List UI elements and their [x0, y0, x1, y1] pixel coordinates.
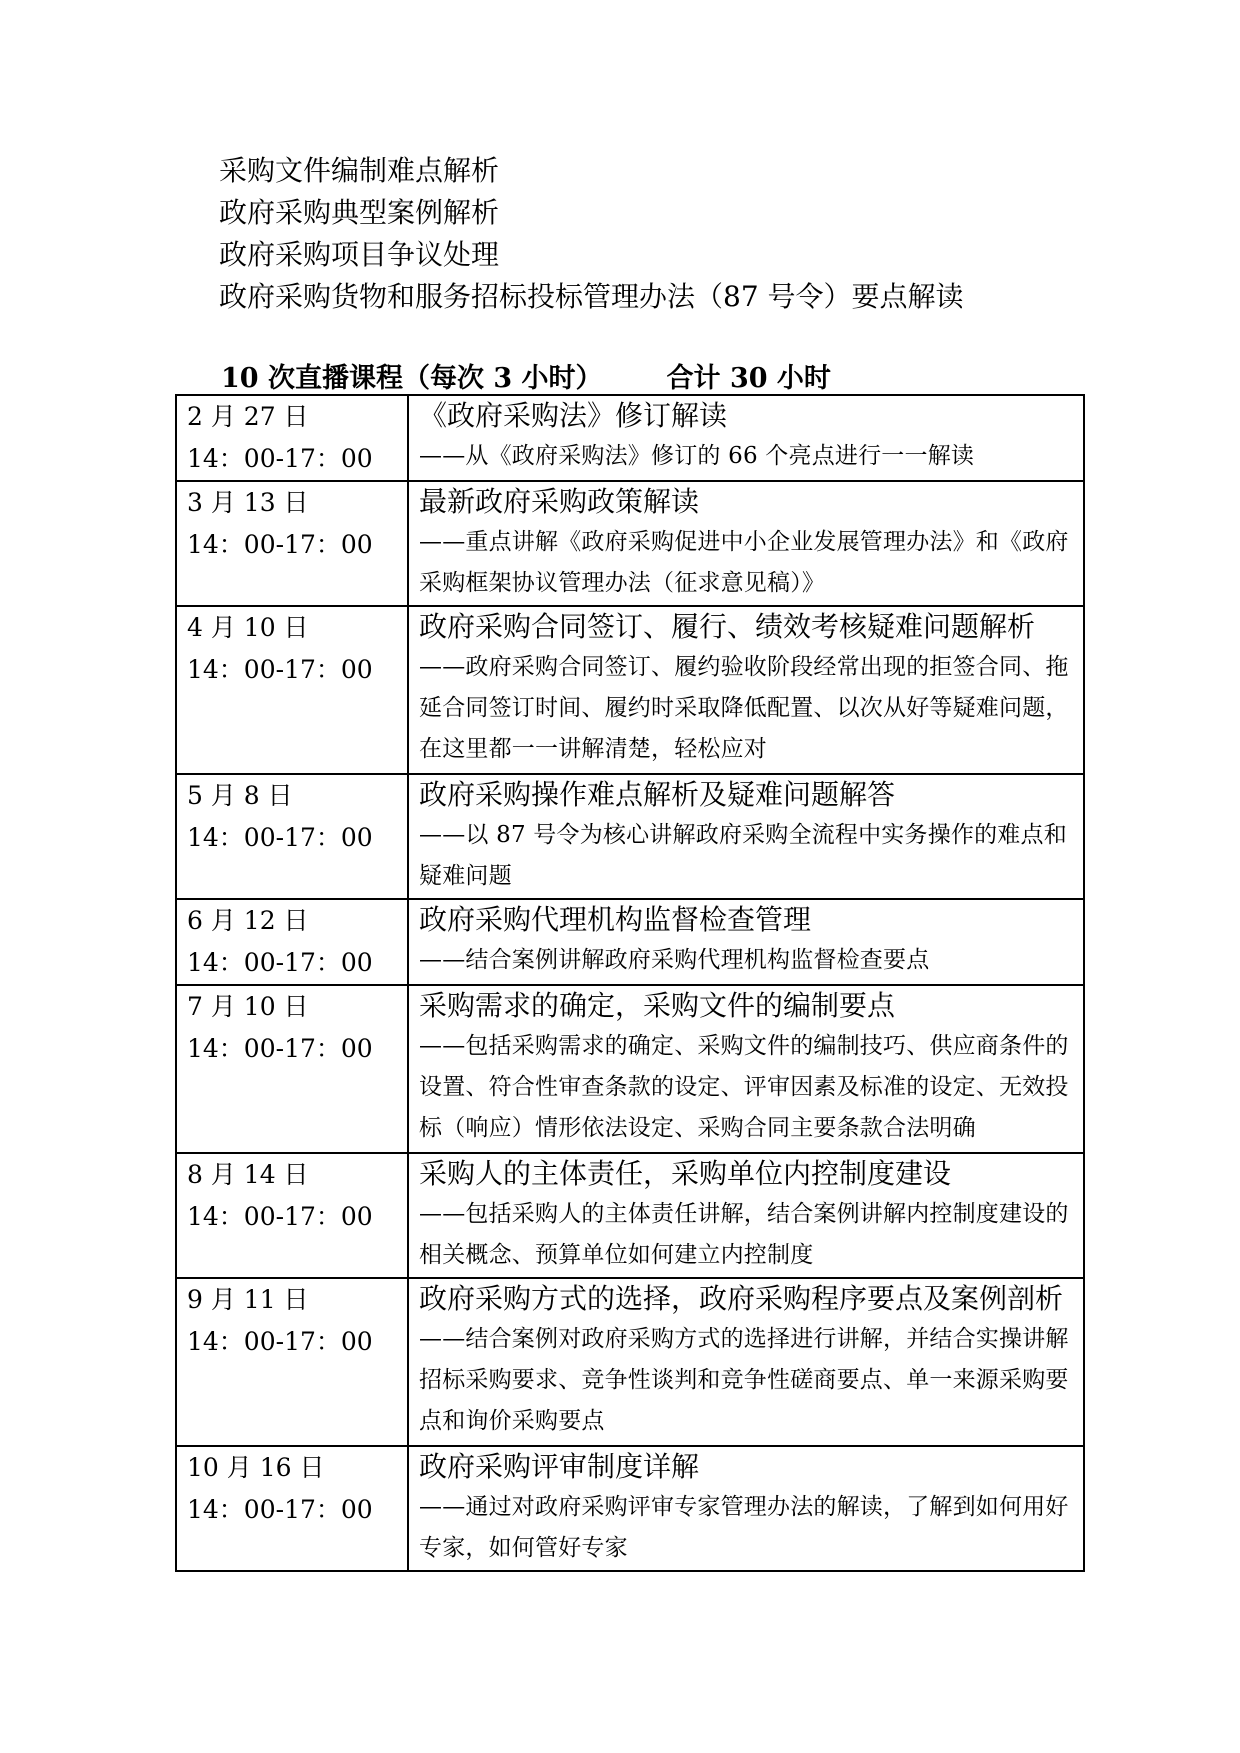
- session-date: 4 月 10 日: [187, 613, 309, 642]
- session-date: 10 月 16 日: [187, 1453, 325, 1482]
- session-date: 8 月 14 日: [187, 1160, 309, 1189]
- date-cell: [176, 899, 408, 985]
- session-time: 14：00-17：00: [187, 1495, 373, 1524]
- session-title: 政府采购方式的选择，政府采购程序要点及案例剖析: [419, 1282, 1064, 1315]
- session-time: 14：00-17：00: [187, 530, 373, 559]
- session-time: 14：00-17：00: [187, 655, 373, 684]
- intro-topic: 政府采购项目争议处理: [219, 238, 500, 271]
- session-date: 5 月 8 日: [187, 781, 293, 810]
- date-cell: [176, 1446, 408, 1571]
- table-row: [176, 395, 1084, 481]
- date-cell: [176, 1153, 408, 1278]
- session-description: ——结合案例对政府采购方式的选择进行讲解，并结合实操讲解招标采购要求、竞争性谈判和竞争性磋商要点、单一来源采购要点和询价采购要点: [419, 1326, 1069, 1434]
- intro-topic: 政府采购货物和服务招标投标管理办法（87 号令）要点解读: [219, 280, 964, 313]
- session-title: 《政府采购法》修订解读: [419, 399, 728, 432]
- table-row: [176, 899, 1084, 985]
- total-hours-text: 合计 30 小时: [666, 363, 831, 394]
- topic-cell: [408, 1153, 1084, 1278]
- session-description: ——包括采购需求的确定、采购文件的编制技巧、供应商条件的设置、符合性审查条款的设定、评审因素及标准的设定、无效投标（响应）情形依法设定、采购合同主要条款合法明确: [419, 1033, 1069, 1141]
- table-row: [176, 1446, 1084, 1571]
- session-title: 采购需求的确定，采购文件的编制要点: [419, 989, 896, 1022]
- session-time: 14：00-17：00: [187, 948, 373, 977]
- session-description: ——结合案例讲解政府采购代理机构监督检查要点: [419, 947, 930, 973]
- session-title: 政府采购评审制度详解: [419, 1450, 700, 1483]
- session-description: ——重点讲解《政府采购促进中小企业发展管理办法》和《政府采购框架协议管理办法（征求意见稿）》: [419, 529, 1069, 596]
- session-time: 14：00-17：00: [187, 1327, 373, 1356]
- session-title: 政府采购代理机构监督检查管理: [419, 903, 812, 936]
- table-row: [176, 985, 1084, 1153]
- date-cell: [176, 481, 408, 606]
- topic-cell: [408, 1278, 1084, 1446]
- topic-cell: [408, 395, 1084, 481]
- date-cell: [176, 606, 408, 774]
- session-count-text: 10 次直播课程（每次 3 小时）: [221, 363, 603, 394]
- session-date: 2 月 27 日: [187, 402, 309, 431]
- date-cell: [176, 1278, 408, 1446]
- table-row: [176, 481, 1084, 606]
- session-title: 采购人的主体责任，采购单位内控制度建设: [419, 1157, 952, 1190]
- session-date: 9 月 11 日: [187, 1285, 309, 1314]
- session-description: ——通过对政府采购评审专家管理办法的解读，了解到如何用好专家，如何管好专家: [419, 1494, 1069, 1561]
- session-time: 14：00-17：00: [187, 1202, 373, 1231]
- topic-cell: [408, 606, 1084, 774]
- intro-topic: 采购文件编制难点解析: [219, 154, 500, 187]
- topic-cell: [408, 899, 1084, 985]
- table-row: [176, 1153, 1084, 1278]
- table-row: [176, 606, 1084, 774]
- date-cell: [176, 395, 408, 481]
- date-cell: [176, 985, 408, 1153]
- session-description: ——以 87 号令为核心讲解政府采购全流程中实务操作的难点和疑难问题: [419, 822, 1067, 889]
- session-time: 14：00-17：00: [187, 823, 373, 852]
- session-title: 政府采购合同签订、履行、绩效考核疑难问题解析: [419, 610, 1036, 643]
- session-date: 3 月 13 日: [187, 488, 309, 517]
- session-date: 7 月 10 日: [187, 992, 309, 1021]
- table-row: [176, 774, 1084, 899]
- session-date: 6 月 12 日: [187, 906, 309, 935]
- session-time: 14：00-17：00: [187, 444, 373, 473]
- intro-topic-list: [219, 150, 964, 318]
- topic-cell: [408, 985, 1084, 1153]
- session-title: 政府采购操作难点解析及疑难问题解答: [419, 778, 896, 811]
- course-summary-heading: [221, 360, 831, 398]
- topic-cell: [408, 481, 1084, 606]
- session-description: ——从《政府采购法》修订的 66 个亮点进行一一解读: [419, 443, 975, 469]
- topic-cell: [408, 1446, 1084, 1571]
- date-cell: [176, 774, 408, 899]
- session-description: ——包括采购人的主体责任讲解，结合案例讲解内控制度建设的相关概念、预算单位如何建立内控制度: [419, 1201, 1069, 1268]
- course-schedule-table: [175, 394, 1085, 1572]
- table-row: [176, 1278, 1084, 1446]
- topic-cell: [408, 774, 1084, 899]
- session-description: ——政府采购合同签订、履约验收阶段经常出现的拒签合同、拖延合同签订时间、履约时采取降低配置、以次从好等疑难问题，在这里都一一讲解清楚，轻松应对: [419, 654, 1069, 762]
- intro-topic: 政府采购典型案例解析: [219, 196, 500, 229]
- session-time: 14：00-17：00: [187, 1034, 373, 1063]
- session-title: 最新政府采购政策解读: [419, 485, 700, 518]
